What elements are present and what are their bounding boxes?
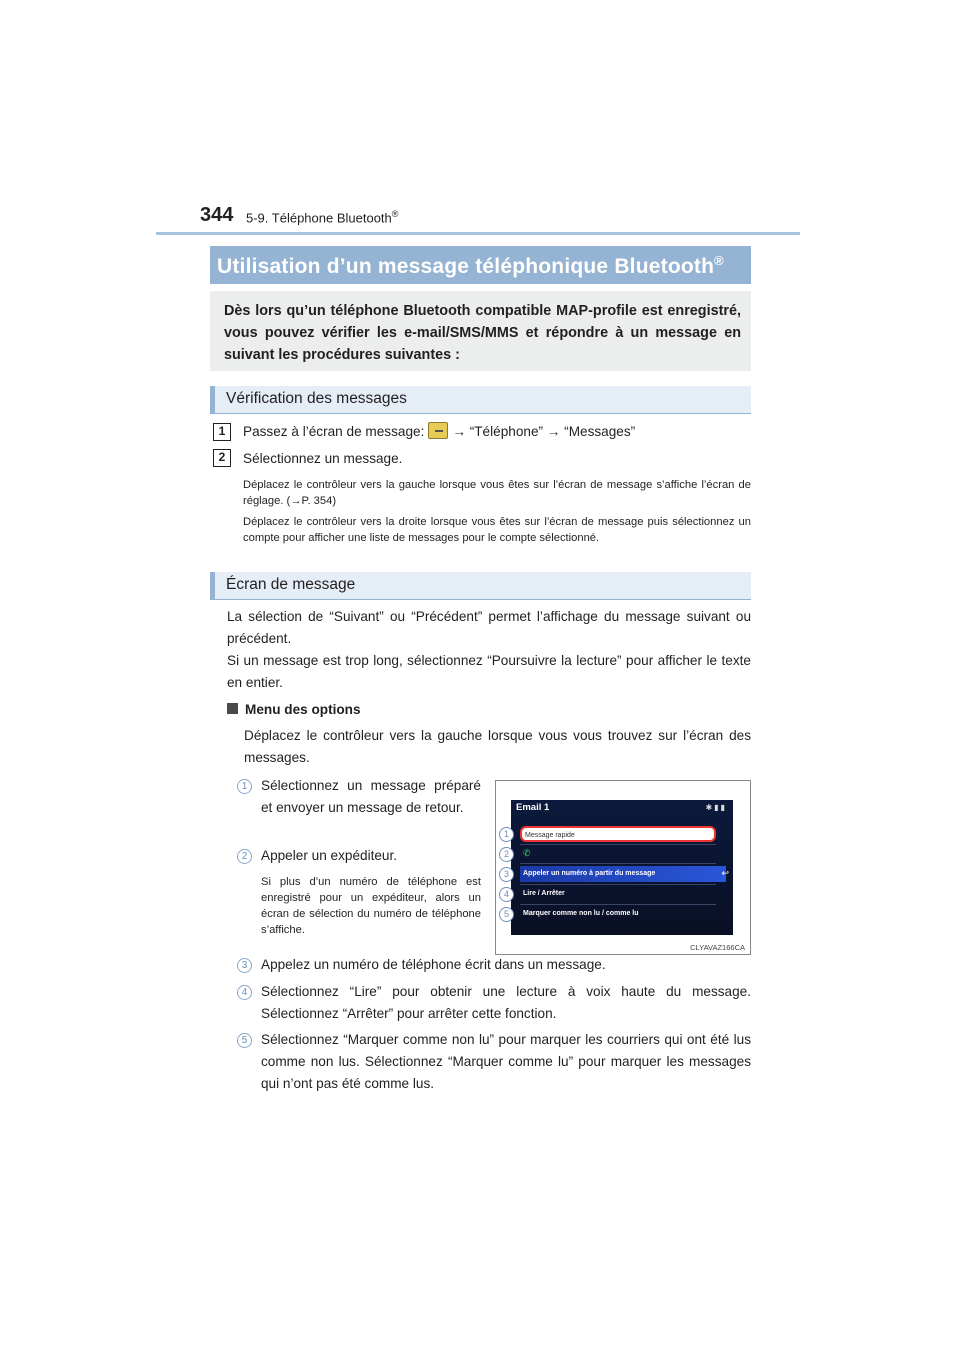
item-number-2: 2 (237, 849, 252, 864)
section-header (246, 209, 398, 225)
screen-divider (520, 863, 716, 864)
page-number: 344 (200, 204, 234, 226)
item-number-4: 4 (237, 985, 252, 1000)
step-number-1: 1 (213, 423, 231, 441)
display-screen (511, 800, 733, 935)
figure-label-3: 3 (499, 867, 514, 882)
menu-options-title (227, 699, 751, 721)
section-heading-message-screen: Écran de message (210, 572, 751, 600)
item-2-note: Si plus d’un numéro de téléphone est enregistré pour un expéditeur, alors un écran de sélection du numéro de téléphone s’affiche. (261, 876, 481, 936)
step-1-text (243, 421, 751, 443)
figure-label-4: 4 (499, 887, 514, 902)
item-5-text: Sélectionnez “Marquer comme non lu” pour marquer les courriers qui ont été lus comme non lus. Sélectionnez “Marquer comme lu” pour marquer les messages qui n’ont pas été comme lus. (261, 1032, 751, 1091)
page-title-text: Utilisation d’un message téléphonique Bluetooth (217, 255, 715, 278)
screen-divider (520, 884, 716, 885)
square-bullet-icon (227, 703, 238, 714)
item-number-5: 5 (237, 1033, 252, 1048)
step-2-note-2: Déplacez le contrôleur vers la droite lorsque vous êtes sur l’écran de message puis sélectionnez un compte pour afficher une liste de messages pour le compte sélectionné. (243, 516, 751, 544)
item-number-3: 3 (237, 958, 252, 973)
figure-caption-code: CLYAVAZ166CA (690, 943, 745, 952)
page-title-sup: ® (714, 253, 724, 268)
item-3-text: Appelez un numéro de téléphone écrit dans un message. (261, 957, 606, 972)
screen-row-call-icon[interactable]: ✆ (523, 848, 531, 858)
menu-options-title-text: Menu des options (245, 702, 361, 717)
figure-label-2: 2 (499, 847, 514, 862)
screen-row-mark-read[interactable]: Marquer comme non lu / comme lu (523, 910, 639, 917)
paragraph-long-message: Si un message est trop long, sélectionnez “Poursuivre la lecture” pour afficher le texte en entier. (227, 653, 751, 690)
figure-label-1: 1 (499, 827, 514, 842)
paragraph-next-previous: La sélection de “Suivant” ou “Précédent” permet l’affichage du message suivant ou précédent. (227, 609, 751, 646)
page-title (210, 246, 751, 284)
step-2-text: Sélectionnez un message. (243, 451, 403, 466)
header-rule (156, 232, 800, 235)
item-2-text: Appeler un expéditeur. (261, 848, 398, 863)
screen-row-read-stop[interactable]: Lire / Arrêter (523, 890, 565, 897)
item-4-text: Sélectionnez “Lire” pour obtenir une lecture à voix haute du message. Sélectionnez “Arrêter” pour arrêter cette fonction. (261, 984, 751, 1021)
step-1-post: → “Téléphone” → “Messages” (452, 424, 636, 439)
screen-row-call-number[interactable]: Appeler un numéro à partir du message (520, 866, 726, 882)
item-number-1: 1 (237, 779, 252, 794)
section-header-text: 5-9. Téléphone Bluetooth (246, 210, 392, 226)
screen-row-quick-message[interactable]: Message rapide (520, 826, 716, 842)
figure-label-5: 5 (499, 907, 514, 922)
screen-title: Email 1 (516, 802, 550, 813)
status-icons: ✱▮▮ (705, 803, 727, 812)
return-arrow-icon: ↩ (721, 868, 729, 878)
message-screen-figure (495, 780, 751, 955)
section-header-sup: ® (391, 209, 399, 219)
screen-divider (520, 844, 716, 845)
step-2-note-1: Déplacez le contrôleur vers la gauche lorsque vous êtes sur l’écran de message s’affiche l’écran de réglage. (→P. 354) (243, 479, 751, 507)
step-number-2: 2 (213, 449, 231, 467)
intro-box: Dès lors qu’un téléphone Bluetooth compatible MAP-profile est enregistré, vous pouvez vérifier les e-mail/SMS/MMS et répondre à un message en suivant les procédures suivantes : (210, 291, 751, 371)
message-menu-icon (428, 422, 448, 439)
menu-options-text: Déplacez le contrôleur vers la gauche lorsque vous vous trouvez sur l’écran des messages. (244, 728, 751, 765)
step-1-pre: Passez à l’écran de message: (243, 424, 425, 439)
item-1-text: Sélectionnez un message préparé et envoyer un message de retour. (261, 778, 481, 815)
section-heading-verification: Vérification des messages (210, 386, 751, 414)
screen-divider (520, 904, 716, 905)
